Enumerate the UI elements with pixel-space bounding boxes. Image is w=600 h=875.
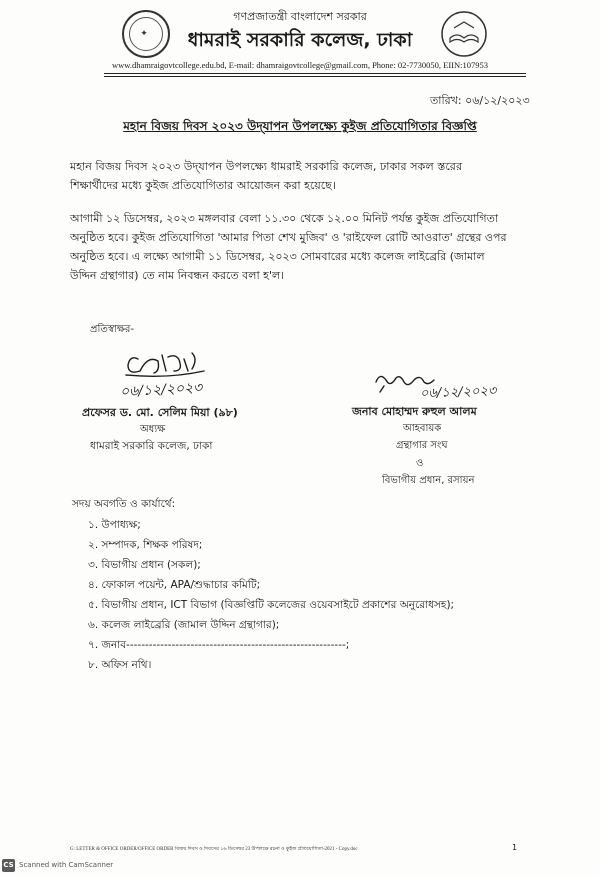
signatory-left-name: প্রফেসর ড. মো. সেলিম মিয়া (৯৮) — [82, 406, 238, 419]
paragraph-2-line-3: অনুষ্ঠিত হবে। এ লক্ষ্যে আগামী ১১ ডিসেম্বর, ২০২৩ সোমবারের মধ্যে কলেজ লাইব্রেরি (জামাল — [70, 250, 485, 263]
countersign-label: প্রতিস্বাক্ষর- — [90, 324, 135, 335]
camscanner-label: Scanned with CamScanner — [19, 861, 114, 869]
distribution-item: ১. উপাধ্যক্ষ; — [88, 519, 141, 531]
signatory-right-name: জনাব মোহাম্মদ রুহুল আলম — [352, 405, 477, 418]
distribution-item: ৩. বিভাগীয় প্রধান (সকল); — [88, 559, 201, 571]
distribution-item: ৮. অফিস নথি। — [88, 659, 152, 671]
distribution-item: ২. সম্পাদক, শিক্ষক পরিষদ; — [88, 539, 203, 551]
distribution-item: ৬. কলেজ লাইব্রেরি (জামাল উদ্দিন গ্রন্থাগার); — [88, 619, 280, 631]
library-logo-right — [440, 10, 488, 58]
svg-text:✦: ✦ — [140, 29, 148, 39]
distribution-item: ৫. বিভাগীয় প্রধান, ICT বিভাগ (বিজ্ঞপ্তিটি কলেজের ওয়েবসাইটে প্রকাশের অনুরোধসহ); — [88, 599, 455, 611]
college-name: ধামরাই সরকারি কলেজ, ঢাকা — [187, 29, 413, 51]
signatory-left-designation: অধ্যক্ষ — [140, 424, 166, 435]
govt-line: গণপ্রজাতন্ত্রী বাংলাদেশ সরকার — [233, 10, 367, 23]
signatory-right-role: আহবায়ক — [403, 423, 442, 434]
signatory-left-institution: ধামরাই সরকারি কলেজ, ঢাকা — [90, 440, 213, 452]
paragraph-1-line-1: মহান বিজয় দিবস ২০২৩ উদ্‌যাপন উপলক্ষ্যে ধামরাই সরকারি কলেজ, ঢাকার সকল স্তরের — [70, 160, 463, 173]
distribution-item: ৭. জনাব----------------------------------------------------------; — [88, 639, 350, 651]
signatory-right-dept: বিভাগীয় প্রধান, রসায়ন — [382, 475, 475, 486]
paragraph-2-line-2: অনুষ্ঠিত হবে। কুইজ প্রতিযোগিতা 'আমার পিতা শেখ মুজিব' ও 'রাইফেল রোটি আওরাত' গ্রন্থের ওপর — [70, 231, 507, 244]
signatory-right-org: গ্রন্থাগার সংঘ — [396, 440, 448, 451]
signatory-right-conj: ও — [416, 458, 424, 469]
contact-line: www.dhamraigovtcollege.edu.bd, E-mail: dhamraigovtcollege@gmail.com, Phone: 02-7730050, EIIN:107953 — [112, 60, 488, 70]
signature-right-date: ০৬/১২/২০২৩ — [419, 383, 497, 402]
date-line: তারিখ: ০৬/১২/২০২৩ — [430, 94, 530, 107]
subject-title: মহান বিজয় দিবস ২০২৩ উদ্‌যাপন উপলক্ষ্যে কুইজ প্রতিযোগিতার বিজ্ঞপ্তি — [123, 119, 477, 133]
paragraph-2-line-1: আগামী ১২ ডিসেম্বর, ২০২৩ মঙ্গলবার বেলা ১১.৩০ থেকে ১২.০০ মিনিট পর্যন্ত কুইজ প্রতিযোগিতা — [70, 212, 499, 225]
camscanner-badge-label: CS — [3, 861, 14, 869]
paragraph-2-line-4: উদ্দিন গ্রন্থাগার) তে নাম নিবন্ধন করতে বলা হ'ল। — [70, 269, 285, 282]
header-divider — [104, 73, 526, 74]
distribution-item: ৪. ফোকাল পয়েন্ট, APA/শুদ্ধাচার কমিটি; — [88, 579, 261, 591]
camscanner-badge — [2, 859, 15, 872]
header-divider-2 — [104, 76, 526, 77]
distribution-heading: সদয় অবগতি ও কার্যার্থে: — [72, 498, 176, 510]
footer-file-path: G: LETTER & OFFICE ORDER/OFFICE ORDER বিজয় দিবস ও দিবসের ১৬ ডিসেম্বর 23 উপলক্ষে রচনা ও কুইজ প্রতিযোগিতা-2021 - Copy.doc — [70, 847, 358, 852]
footer-page-number: 1 — [512, 843, 518, 852]
paragraph-1-line-2: শিক্ষার্থীদের মধ্যে কুইজ প্রতিযোগিতার আয়োজন করা হয়েছে। — [70, 179, 336, 192]
signature-left-date: ০৬/১২/২০২৩ — [119, 379, 203, 401]
